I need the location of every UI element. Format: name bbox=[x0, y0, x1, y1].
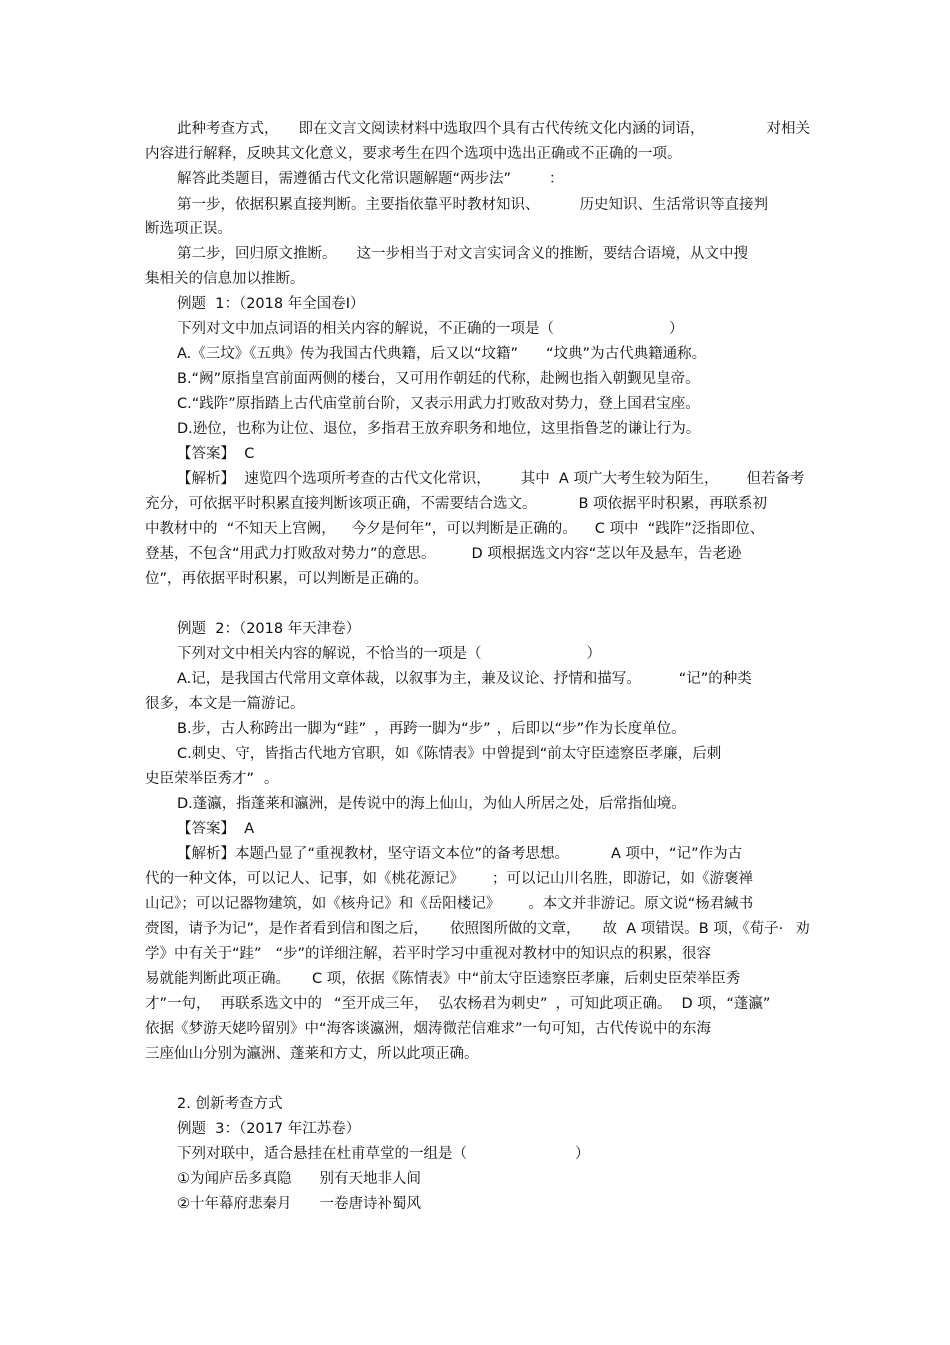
section2-heading: 2. 创新考查方式 bbox=[177, 1096, 283, 1112]
example2-option-a: A.记，是我国古代常用文章体裁，以叙事为主，兼及议论、抒情和描写。 “记”的种类 bbox=[177, 671, 752, 687]
example2-analysis-line-3: 山记》；可以记器物建筑，如《核舟记》和《岳阳楼记》 。本文并非游记。原文说“杨君緘书 bbox=[145, 896, 754, 912]
example1-answer: 【答案】 C bbox=[177, 446, 255, 462]
example2-analysis-line-4: 赍图，请予为记”，是作者看到信和图之后， 依照图所做的文章， 故 A 项错误。B 项，《荀子· 劝 bbox=[145, 921, 810, 937]
example1-analysis-line-2: 充分，可依据平时积累直接判断该项正确，不需要结合选文。 B 项依据平时积累，再联系初 bbox=[145, 496, 768, 512]
example2-option-c-cont: 史臣荣举臣秀才” 。 bbox=[145, 771, 279, 787]
intro-step-1-cont: 断选项正误。 bbox=[145, 221, 232, 237]
example2-option-c: C.刺史、守，皆指古代地方官职，如《陈情表》中曾提到“前太守臣逵察臣孝廉，后刺 bbox=[177, 746, 722, 762]
example1-title: 例题 1：（2018 年全国卷Ⅰ） bbox=[177, 296, 365, 312]
example1-analysis-line-3: 中教材中的 “不知天上宫阙， 今夕是何年”，可以判断是正确的。 C 项中 “践阼”泛指即位、 bbox=[145, 521, 765, 537]
example2-analysis-line-7: 才”一句， 再联系选文中的 “至开成三年， 弘农杨君为刺史” ，可知此项正确。 D 项，“蓬瀛” bbox=[145, 996, 771, 1012]
example1-option-a: A.《三坟》《五典》传为我国古代典籍，后又以“坟籍” “坟典”为古代典籍通称。 bbox=[177, 346, 707, 362]
example2-analysis-line-1: 【解析】本题凸显了“重视教材，坚守语文本位”的备考思想。 A 项中，“记”作为古 bbox=[177, 846, 743, 862]
example2-analysis-line-6: 易就能判断此项正确。 C 项，依据《陈情表》中“前太守臣逵察臣孝廉，后刺史臣荣举臣秀 bbox=[145, 971, 741, 987]
intro-step-1: 第一步，依据积累直接判断。主要指依靠平时教材知识、 历史知识、生活常识等直接判 bbox=[177, 197, 768, 213]
intro-paragraph-1-cont: 内容进行解释，反映其文化意义，要求考生在四个选项中选出正确或不正确的一项。 bbox=[145, 146, 682, 162]
intro-step-2-cont: 集相关的信息加以推断。 bbox=[145, 271, 305, 287]
example3-couplet-2: ②十年幕府悲秦月 一卷唐诗补蜀风 bbox=[177, 1196, 421, 1212]
intro-step-2: 第二步，回归原文推断。 这一步相当于对文言实词含义的推断，要结合语境，从文中搜 bbox=[177, 246, 748, 262]
example1-analysis-line-5: 位”，再依据平时积累，可以判断是正确的。 bbox=[145, 571, 429, 587]
example2-analysis-line-8: 依据《梦游天姥吟留别》中“海客谈瀛洲，烟涛微茫信难求”一句可知，古代传说中的东海 bbox=[145, 1021, 712, 1037]
example2-analysis-line-9: 三座仙山分别为瀛洲、蓬莱和方丈，所以此项正确。 bbox=[145, 1046, 479, 1062]
intro-paragraph-2: 解答此类题目，需遵循古代文化常识题解题“两步法” ： bbox=[177, 171, 564, 187]
example3-couplet-1: ①为闻庐岳多真隐 别有天地非人间 bbox=[177, 1171, 421, 1187]
example2-title: 例题 2：（2018 年天津卷） bbox=[177, 621, 361, 637]
example2-option-b: B.步，古人称跨出一脚为“跬” ，再跨一脚为“步” ，后即以“步”作为长度单位。 bbox=[177, 721, 686, 737]
example1-analysis-line-4: 登基，不包含“用武力打败敌对势力”的意思。 D 项根据选文内容“芝以年及悬车，告老逊 bbox=[145, 546, 742, 562]
example2-analysis-line-2: 代的一种文体，可以记人、记事，如《桃花源记》 ；可以记山川名胜，即游记，如《游褒禅 bbox=[145, 871, 753, 887]
example1-option-d: D.逊位，也称为让位、退位，多指君王放弃职务和地位，这里指鲁芝的谦让行为。 bbox=[177, 421, 701, 437]
example2-question: 下列对文中相关内容的解说，不恰当的一项是（ ） bbox=[177, 646, 601, 662]
example3-question: 下列对联中，适合悬挂在杜甫草堂的一组是（ ） bbox=[177, 1146, 590, 1162]
example1-analysis-line-1: 【解析】 速览四个选项所考查的古代文化常识， 其中 A 项广大考生较为陌生， 但若备考 bbox=[177, 471, 805, 487]
example1-option-c: C.“践阼”原指踏上古代庙堂前台阶，又表示用武力打败敌对势力，登上国君宝座。 bbox=[177, 396, 700, 412]
example1-question: 下列对文中加点词语的相关内容的解说，不正确的一项是（ ） bbox=[177, 321, 684, 337]
example2-answer: 【答案】 A bbox=[177, 821, 255, 837]
example2-option-a-cont: 很多，本文是一篇游记。 bbox=[145, 696, 305, 712]
example2-analysis-line-5: 学》中有关于“跬” “步”的详细注解，若平时学习中重视对教材中的知识点的积累，很容 bbox=[145, 946, 712, 962]
example3-title: 例题 3：（2017 年江苏卷） bbox=[177, 1121, 361, 1137]
example1-option-b: B.“阙”原指皇宫前面两侧的楼台，又可用作朝廷的代称，赴阙也指入朝觐见皇帝。 bbox=[177, 371, 700, 387]
intro-paragraph-1: 此种考查方式， 即在文言文阅读材料中选取四个具有古代传统文化内涵的词语， 对相关 bbox=[177, 121, 810, 137]
example2-option-d: D.蓬瀛，指蓬莱和瀛洲，是传说中的海上仙山，为仙人所居之处，后常指仙境。 bbox=[177, 796, 686, 812]
